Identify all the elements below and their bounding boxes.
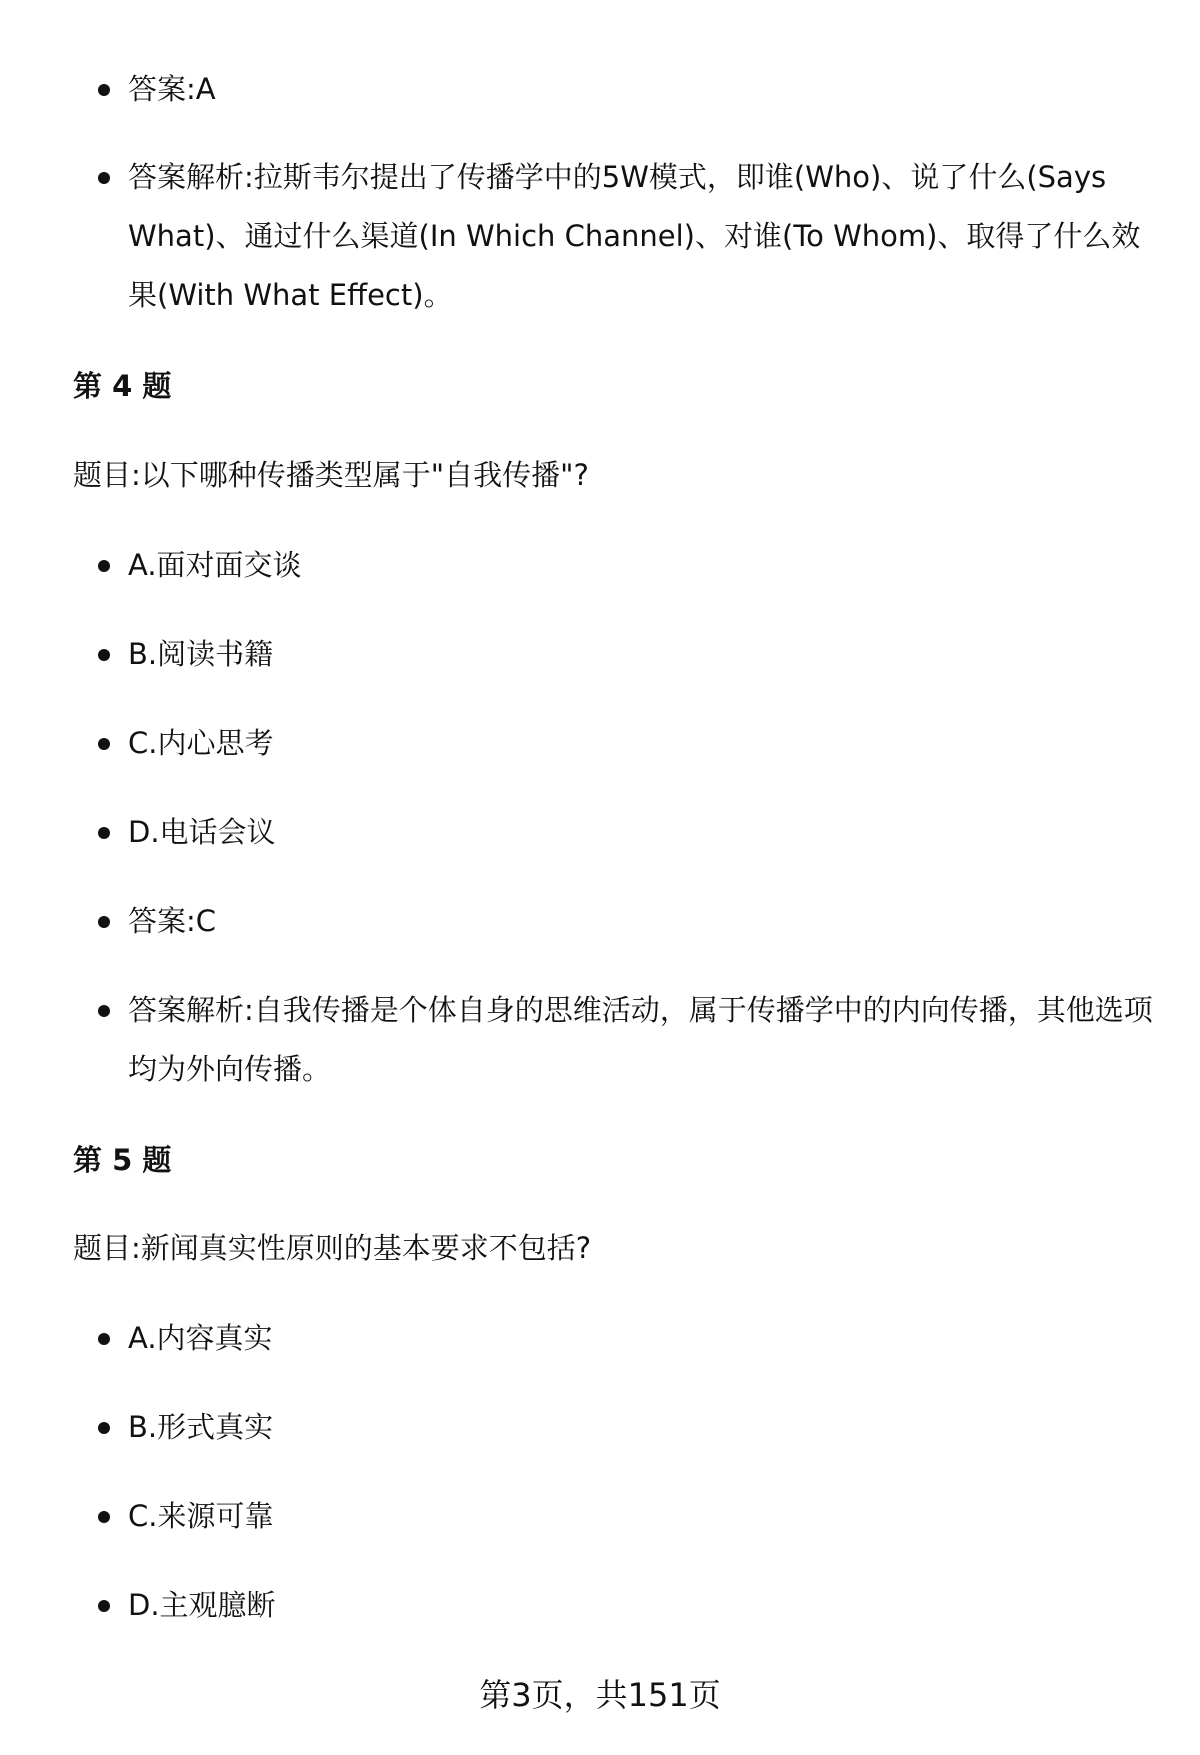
q4-option-d: D.电话会议 <box>128 803 1158 862</box>
q4-option-b: B.阅读书籍 <box>128 625 1158 684</box>
q5-option-a: A.内容真实 <box>128 1309 1158 1368</box>
q5-option-b: B.形式真实 <box>128 1398 1158 1457</box>
q4-option-a: A.面对面交谈 <box>128 536 1158 595</box>
page-number-footer: 第3页，共151页 <box>479 1676 721 1714</box>
q4-heading: 第 4 题 <box>73 369 172 403</box>
q4-option-c: C.内心思考 <box>128 714 1158 773</box>
q5-heading: 第 5 题 <box>73 1143 172 1177</box>
q4-explanation: 答案解析:自我传播是个体自身的思维活动，属于传播学中的内向传播，其他选项均为外向传播。 <box>128 981 1158 1099</box>
q4-answer: 答案:C <box>128 892 1158 951</box>
q3-explanation: 答案解析:拉斯韦尔提出了传播学中的5W模式，即谁(Who)、说了什么(Says What)、通过什么渠道(In Which Channel)、对谁(To Whom)、取得了什么效果(With What Effect)。 <box>128 148 1158 325</box>
q5-option-c: C.来源可靠 <box>128 1487 1158 1546</box>
q5-question: 题目:新闻真实性原则的基本要求不包括? <box>73 1231 592 1265</box>
q3-answer: 答案:A <box>128 60 1158 119</box>
q5-option-d: D.主观臆断 <box>128 1576 1158 1635</box>
q4-question: 题目:以下哪种传播类型属于"自我传播"? <box>73 458 589 492</box>
